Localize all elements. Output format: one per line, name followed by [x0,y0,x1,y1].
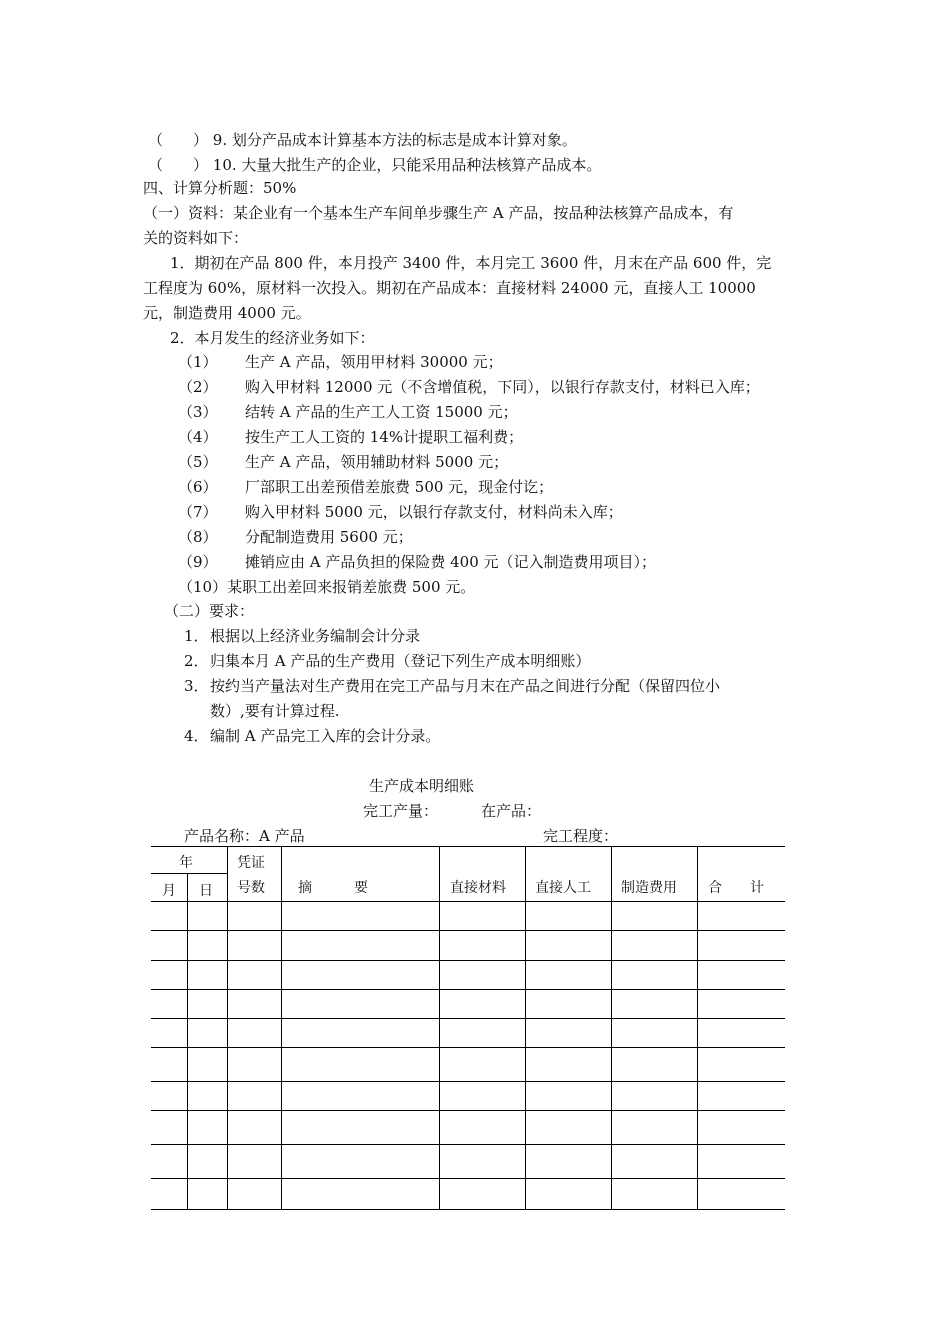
requirement-no: 1． [184,627,209,645]
header-day: 日 [199,883,213,899]
table-header-bottom [151,901,785,902]
table-row-line [151,1178,785,1179]
transaction-10: （10）某职工出差回来报销差旅费 500 元。 [178,578,476,596]
tf-item-9 [148,129,577,150]
table-col-line [187,873,188,1210]
table-col-line [525,846,526,1210]
table-row-line [151,1110,785,1111]
transaction-no: （2） [178,378,218,396]
header-direct-material: 直接材料 [450,880,506,896]
requirement-no: 2． [184,652,209,670]
table-row-line [151,930,785,931]
requirement-no: 3． [184,677,209,695]
requirement-text: 按约当产量法对生产费用在完工产品与月末在产品之间进行分配（保留四位小 [210,677,721,695]
header-direct-labor: 直接人工 [535,880,591,896]
header-voucher-1: 凭证 [237,855,265,871]
ledger-title: 生产成本明细账 [369,777,475,795]
tf-text: 9. 划分产品成本计算基本方法的标志是成本计算对象。 [212,131,577,149]
header-month: 月 [162,883,176,899]
table-col-line [281,846,282,1210]
wip-label: 在产品： [481,802,542,820]
table-row-line [151,1144,785,1145]
requirement-text: 归集本月 A 产品的生产费用（登记下列生产成本明细账） [210,652,591,670]
transaction-no: （8） [178,528,218,546]
transaction-text: 购入甲材料 5000 元，以银行存款支付，材料尚未入库； [245,503,623,521]
transaction-text: 生产 A 产品，领用甲材料 30000 元； [245,353,503,371]
requirement-text: 根据以上经济业务编制会计分录 [210,627,421,645]
requirements-title: （二）要求： [164,602,255,620]
item2-title: 2．本月发生的经济业务如下： [170,329,375,347]
table-row-line [151,989,785,990]
table-border-top [151,846,785,847]
table-border-bottom [151,1209,785,1210]
item1-line-3: 元，制造费用 4000 元。 [143,304,311,322]
transaction-text: 生产 A 产品，领用辅助材料 5000 元； [245,453,509,471]
completed-quantity-label: 完工产量： [363,802,439,820]
requirement-text: 数）,要有计算过程. [210,702,340,720]
tf-paren: （ ） [148,131,209,149]
transaction-text: 结转 A 产品的生产工人工资 15000 元； [245,403,518,421]
tf-paren: （ ） [148,156,209,174]
table-col-line [227,846,228,1210]
table-row-line [151,1081,785,1082]
data-intro-line-1: （一）资料：某企业有一个基本生产车间单步骤生产 A 产品，按品种法核算产品成本，有 [143,204,734,222]
transaction-no: （1） [178,353,218,371]
transaction-no: （4） [178,428,218,446]
table-col-line [611,846,612,1210]
section-title: 四、计算分析题：50% [143,179,297,197]
transaction-no: （9） [178,553,218,571]
transaction-text: 摊销应由 A 产品负担的保险费 400 元（记入制造费用项目）； [245,553,657,571]
header-summary: 摘 要 [298,880,368,896]
transaction-no: （5） [178,453,218,471]
table-row-line [151,1047,785,1048]
header-total: 合 计 [708,880,764,896]
item1-line-1: 1．期初在产品 800 件，本月投产 3400 件，本月完工 3600 件，月末在产品 600 件，完 [170,254,772,272]
requirement-text: 编制 A 产品完工入库的会计分录。 [210,727,441,745]
item1-line-2: 工程度为 60%，原材料一次投入。期初在产品成本：直接材料 24000 元，直接人工 10000 [143,279,756,297]
table-row-line [151,960,785,961]
table-row-line [151,1018,785,1019]
table-col-line [439,846,440,1210]
transaction-no: （3） [178,403,218,421]
header-year: 年 [179,855,193,871]
product-name-label: 产品名称：A 产品 [184,827,305,845]
transaction-text: 按生产工人工资的 14%计提职工福利费； [245,428,524,446]
tf-item-10 [148,154,601,175]
tf-text: 10. 大量大批生产的企业，只能采用品种法核算产品成本。 [212,156,602,174]
transaction-no: （7） [178,503,218,521]
transaction-no: （6） [178,478,218,496]
transaction-text: 厂部职工出差预借差旅费 500 元，现金付讫； [245,478,554,496]
completion-degree-label: 完工程度： [543,827,619,845]
transaction-text: 分配制造费用 5600 元； [245,528,413,546]
header-overhead: 制造费用 [621,880,677,896]
table-col-line [697,846,698,1210]
requirement-no: 4． [184,727,209,745]
transaction-text: 购入甲材料 12000 元（不含增值税，下同），以银行存款支付，材料已入库； [245,378,760,396]
data-intro-line-2: 关的资料如下： [143,229,249,247]
header-voucher-2: 号数 [237,880,265,896]
table-year-divider [151,873,227,874]
